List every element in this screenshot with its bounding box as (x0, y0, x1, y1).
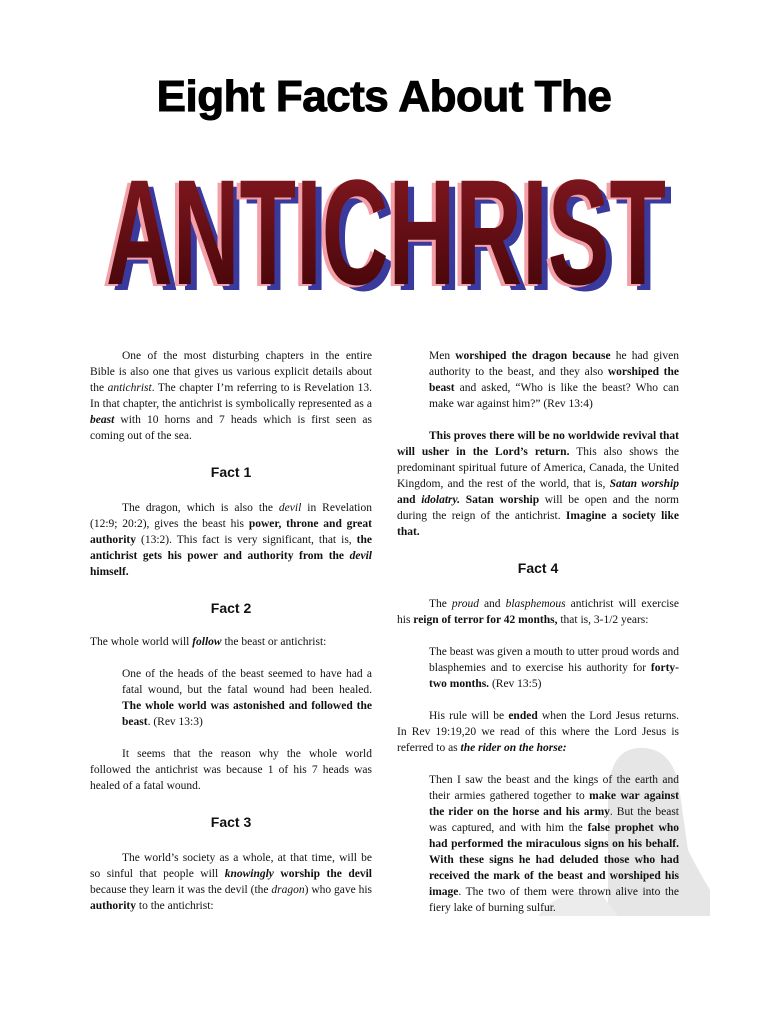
text-run: dragon (271, 884, 305, 896)
text-run: It seems that the reason why the whole world followed the antichrist was because 1 of his 7 heads was healed of a fatal wound. (90, 748, 372, 792)
text-run: This proves there will be no worldwide revival that will usher in the Lord’s return. (397, 430, 679, 458)
fact-2-paragraph (90, 746, 372, 794)
text-run: . The chapter I’m referring to is Revelation 13. In that chapter, the antichrist is symbolically represented as a (90, 382, 372, 410)
text-run: beast (90, 414, 115, 426)
text-run: The beast was given a mouth to utter proud words and blasphemies and to exercise his authority for (429, 646, 679, 674)
text-run: when the Lord Jesus returns. In Rev 19:19,20 we read of this where the Lord Jesus is referred to as (397, 710, 679, 754)
text-run: The (429, 598, 452, 610)
text-run: follow (192, 636, 222, 648)
intro-paragraph (90, 348, 372, 444)
left-column (90, 348, 372, 914)
text-run: His rule will be (429, 710, 509, 722)
text-run: the rider on the horse: (460, 742, 567, 754)
rev-13-5-quote (397, 644, 679, 692)
text-run: The dragon, which is also the (122, 502, 279, 514)
text-run: . But the beast was captured, and with him the (429, 806, 680, 834)
text-run: One of the most disturbing chapters in the entire Bible is also one that gives us various explicit details about the (90, 350, 372, 394)
text-run: The whole world was astonished and followed the beast (122, 700, 372, 728)
text-run: . (Rev 13:3) (147, 716, 203, 728)
text-run: The whole world will (90, 636, 193, 648)
text-run: . The two of them were thrown alive into the fiery lake of burning sulfur. (429, 886, 679, 914)
text-run: ended (508, 710, 538, 722)
text-run: (Rev 13:5) (489, 678, 542, 690)
text-run: will be open and the norm during the reign of the antichrist. (397, 494, 679, 522)
text-run: power, throne and great authority (90, 518, 372, 546)
text-run: make war against the rider on the horse and his army (429, 790, 679, 818)
text-run: and asked, “Who is like the beast? Who can make war against him?” (Rev 13:4) (429, 382, 679, 410)
rev-19-quote (397, 772, 679, 916)
text-run: reign of terror for 42 months, (413, 614, 558, 626)
text-run: This also shows the predominant spiritual future of America, Canada, the United Kingdom, and the rest of the world, that is, (397, 446, 679, 490)
text-run: to the antichrist: (136, 900, 214, 912)
text-run: idolatry. (421, 494, 461, 506)
text-run: Satan worship (609, 478, 680, 490)
text-run: forty-two months. (429, 662, 679, 690)
revival-paragraph (397, 428, 679, 540)
text-run: knowingly (224, 868, 274, 880)
text-run: antichrist (107, 382, 152, 394)
antichrist-banner (90, 118, 680, 308)
right-column (397, 348, 679, 916)
text-run: Men (429, 350, 456, 362)
text-run: Satan worship (460, 494, 540, 506)
text-run: worship the devil (273, 868, 373, 880)
text-run: (13:2). This fact is very significant, that is, (136, 534, 357, 546)
fact-3-heading: Fact 3 (210, 814, 252, 830)
fact-2-heading: Fact 2 (210, 600, 252, 616)
text-run: worshiped the dragon because (455, 350, 611, 362)
text-run: The world’s society as a whole, at that time, will be so sinful that people will (90, 852, 372, 880)
text-run: ) who gave his (304, 884, 372, 896)
rider-paragraph (397, 708, 679, 756)
banner-word: ANTICHRIST (106, 148, 666, 308)
text-run: because they learn it was the devil (the (90, 884, 272, 896)
page-title: Eight Facts About The (156, 72, 612, 121)
text-run: One of the heads of the beast seemed to have had a fatal wound, but the fatal wound had been healed. (122, 668, 372, 696)
banner-shadow: ANTICHRIST (112, 154, 672, 308)
fact-4-paragraph (397, 596, 679, 628)
text-run: he had given authority to the beast, and they also (429, 350, 679, 378)
text-run: worshiped the beast (429, 366, 679, 394)
text-run: blasphemous (505, 598, 566, 610)
text-run: the antichrist gets his power and authority from the (90, 534, 372, 562)
text-run: the beast or antichrist: (221, 636, 327, 648)
rev-13-4-quote (397, 348, 679, 412)
fact-3-paragraph (90, 850, 372, 914)
text-run: with 10 horns and 7 heads which is first seen as coming out of the sea. (90, 414, 372, 442)
banner-highlight: ANTICHRIST (102, 150, 662, 308)
text-run: devil (349, 550, 372, 562)
text-run: in Revelation (12:9; 20:2), gives the beast his (90, 502, 373, 530)
text-run: Then I saw the beast and the kings of the earth and their armies gathered together to (429, 774, 679, 802)
fact-1-heading: Fact 1 (210, 464, 252, 480)
text-run: authority (90, 900, 136, 912)
fact-1-paragraph (90, 500, 372, 580)
text-run: devil (278, 502, 302, 514)
text-run: himself. (90, 566, 129, 578)
text-run: false prophet who had performed the miraculous signs on his behalf. With these signs he had deluded those who had received the mark of the beast and worshiped his image (429, 822, 679, 898)
text-run: and (478, 598, 506, 610)
text-run: proud (451, 598, 479, 610)
fact-4-heading: Fact 4 (517, 560, 559, 576)
text-run: antichrist will exercise his (397, 598, 679, 626)
text-run: and (397, 494, 422, 506)
text-run: Imagine a society like that. (397, 510, 679, 538)
fact-2-intro (90, 634, 372, 650)
text-run: that is, 3-1/2 years: (557, 614, 649, 626)
fact-2-quote (90, 666, 372, 730)
